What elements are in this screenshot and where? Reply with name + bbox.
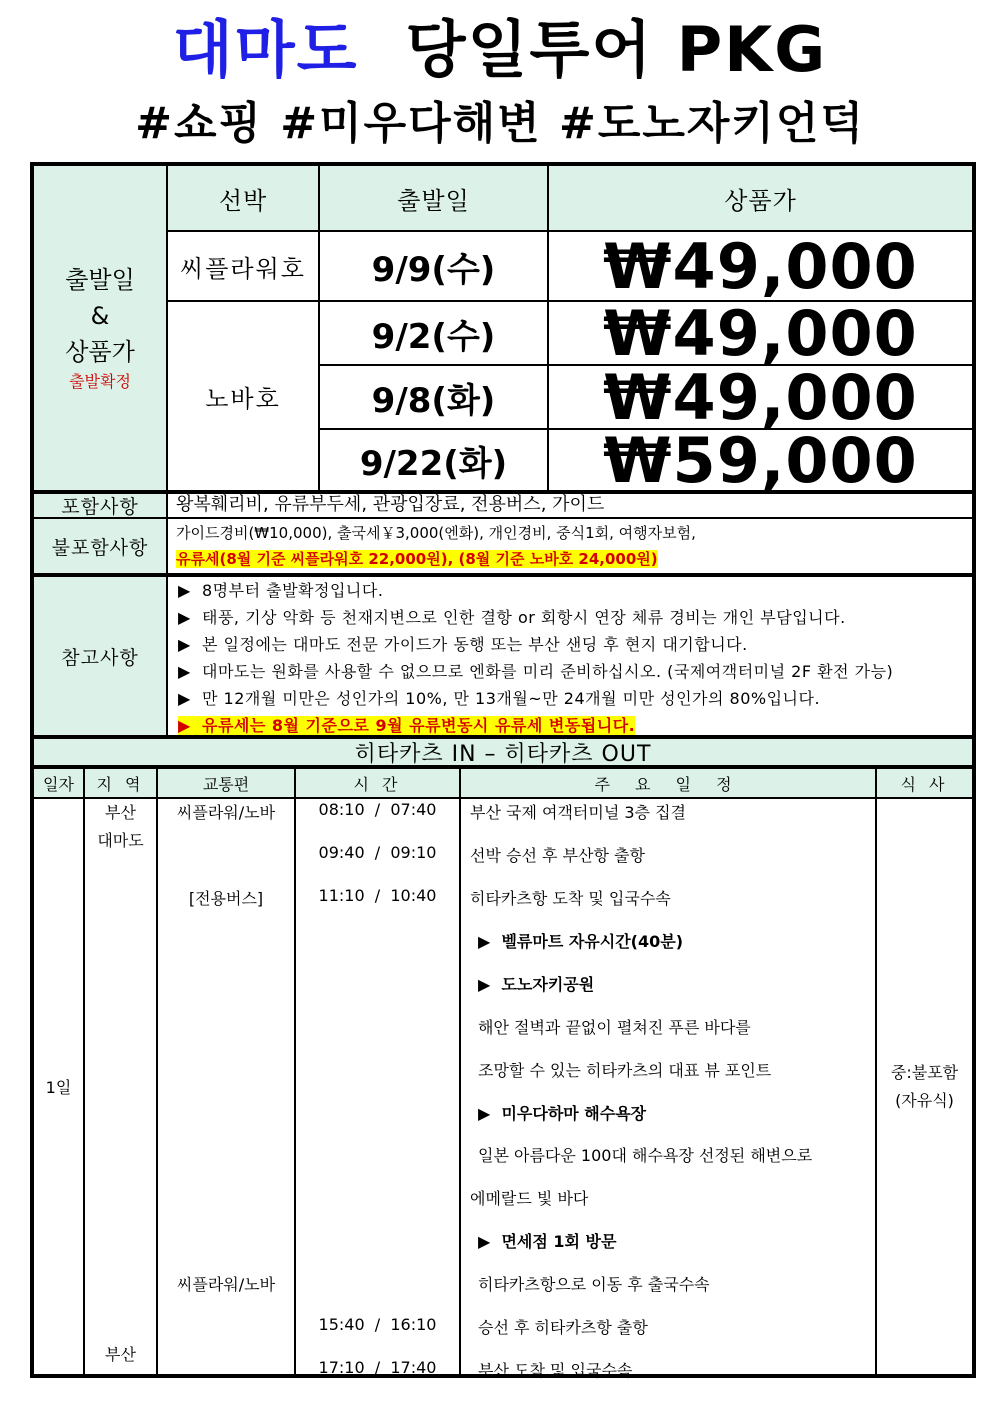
plan-highlight: ▶ 도노자키공원 — [478, 975, 595, 994]
time-entry: 15:40 / 16:10 — [318, 1315, 437, 1334]
note-item: ▶ 대마도는 원화를 사용할 수 없으므로 엔화를 미리 준비하십시오. (국제여객터미널 2F 환전 가능) — [178, 662, 894, 681]
plan-item: 해안 절벽과 끝없이 펼쳐진 푸른 바다를 — [478, 1018, 751, 1037]
plan-item: 히타카츠항으로 이동 후 출국수속 — [478, 1275, 710, 1294]
col-time: 시 간 — [295, 768, 460, 798]
plan-item: 승선 후 히타카츠항 출항 — [478, 1318, 648, 1337]
date-row-1: 9/9(수) — [319, 231, 548, 301]
plan-highlight: ▶ 벨류마트 자유시간(40분) — [478, 932, 684, 951]
time-entry: 11:10 / 10:40 — [318, 886, 437, 905]
price-row-4: ₩59,000 — [548, 429, 973, 493]
col-meal: 식 사 — [876, 768, 973, 798]
col-transport: 교통편 — [157, 768, 295, 798]
ship-nova: 노바호 — [167, 301, 319, 493]
schedule-day: 1일 — [33, 798, 84, 1375]
plan-item: 에메랄드 빛 바다 — [470, 1189, 589, 1208]
ship-seaflower: 씨플라워호 — [167, 231, 319, 301]
excluded-label: 불포함사항 — [33, 518, 167, 576]
title-rest: 당일투어 PKG — [405, 13, 828, 86]
left-label-1: 출발일 — [65, 266, 135, 294]
notes-cell — [167, 576, 973, 738]
plan-item: 부산 국제 여객터미널 3층 집결 — [470, 803, 686, 822]
plan-item: 히타카츠항 도착 및 입국수속 — [470, 889, 671, 908]
schedule-region-col — [84, 798, 157, 1375]
excluded-fuel-highlight: 유류세(8월 기준 씨플라워호 22,000원), (8월 기준 노바호 24,000원) — [176, 550, 658, 568]
transport-ferry-return: 씨플라워/노바 — [176, 1275, 276, 1294]
time-entry: 08:10 / 07:40 — [318, 800, 437, 819]
col-day: 일자 — [33, 768, 84, 798]
included-label: 포함사항 — [33, 493, 167, 518]
header-date: 출발일 — [319, 165, 548, 231]
plan-highlight: ▶ 미우다하마 해수욕장 — [478, 1104, 647, 1123]
note-item: ▶ 본 일정에는 대마도 전문 가이드가 동행 또는 부산 샌딩 후 현지 대기합니다. — [178, 635, 748, 654]
date-row-2: 9/2(수) — [319, 301, 548, 365]
plan-item: 조망할 수 있는 히타카츠의 대표 뷰 포인트 — [478, 1061, 772, 1080]
included-text: 왕복훼리비, 유류부두세, 관광입장료, 전용버스, 가이드 — [167, 493, 973, 518]
schedule-meal — [876, 798, 973, 1375]
plan-item: 선박 승선 후 부산항 출항 — [470, 846, 645, 865]
title-highlight: 대마도 — [172, 13, 359, 86]
header-ship: 선박 — [167, 165, 319, 231]
meal-lunch: 중:불포함 — [890, 1062, 959, 1082]
price-row-1: ₩49,000 — [548, 231, 973, 301]
date-row-4: 9/22(화) — [319, 429, 548, 493]
excluded-line-1: 가이드경비(₩10,000), 출국세￥3,000(엔화), 개인경비, 중식1회, 여행자보험, — [176, 524, 696, 542]
col-plan: 주 요 일 정 — [460, 768, 876, 798]
plan-item: 부산 도착 및 입국수속 — [478, 1361, 633, 1380]
notes-label: 참고사항 — [33, 576, 167, 738]
route-band: 히타카츠 IN – 히타카츠 OUT — [33, 738, 973, 768]
note-item: ▶ 만 12개월 미만은 성인가의 10%, 만 13개월~만 24개월 미만 성인가의 80%입니다. — [178, 689, 821, 708]
note-item: ▶ 8명부터 출발확정입니다. — [178, 581, 384, 600]
page-title — [0, 8, 1000, 92]
departure-confirmed-label: 출발확정 — [69, 372, 131, 391]
price-row-3: ₩49,000 — [548, 365, 973, 429]
transport-ferry: 씨플라워/노바 — [176, 803, 276, 822]
date-row-3: 9/8(화) — [319, 365, 548, 429]
excluded-cell — [167, 518, 973, 576]
transport-bus: [전용버스] — [188, 889, 264, 908]
page-subtitle: #쇼핑 #미우다해변 #도노자키언덕 — [135, 98, 865, 149]
region-tsushima: 대마도 — [97, 831, 144, 850]
schedule-time-col — [295, 798, 460, 1375]
price-row-2: ₩49,000 — [548, 301, 973, 365]
plan-highlight: ▶ 면세점 1회 방문 — [478, 1232, 617, 1251]
left-label-3: 상품가 — [65, 338, 135, 366]
region-busan: 부산 — [105, 803, 136, 822]
time-entry: 17:10 / 17:40 — [318, 1358, 437, 1377]
col-region: 지 역 — [84, 768, 157, 798]
meal-note: (자유식) — [895, 1090, 954, 1110]
plan-item: 일본 아름다운 100대 해수욕장 선정된 해변으로 — [478, 1146, 813, 1165]
time-entry: 09:40 / 09:10 — [318, 843, 437, 862]
note-item: ▶ 태풍, 기상 악화 등 천재지변으로 인한 결항 or 회항시 연장 체류 경비는 개인 부담입니다. — [178, 608, 846, 627]
left-label-2: & — [90, 302, 110, 330]
date-price-label-cell — [33, 165, 167, 493]
note-item-highlight: ▶ 유류세는 8월 기준으로 9월 유류변동시 유류세 변동됩니다. — [178, 716, 636, 735]
header-price: 상품가 — [548, 165, 973, 231]
region-busan-return: 부산 — [105, 1345, 136, 1364]
